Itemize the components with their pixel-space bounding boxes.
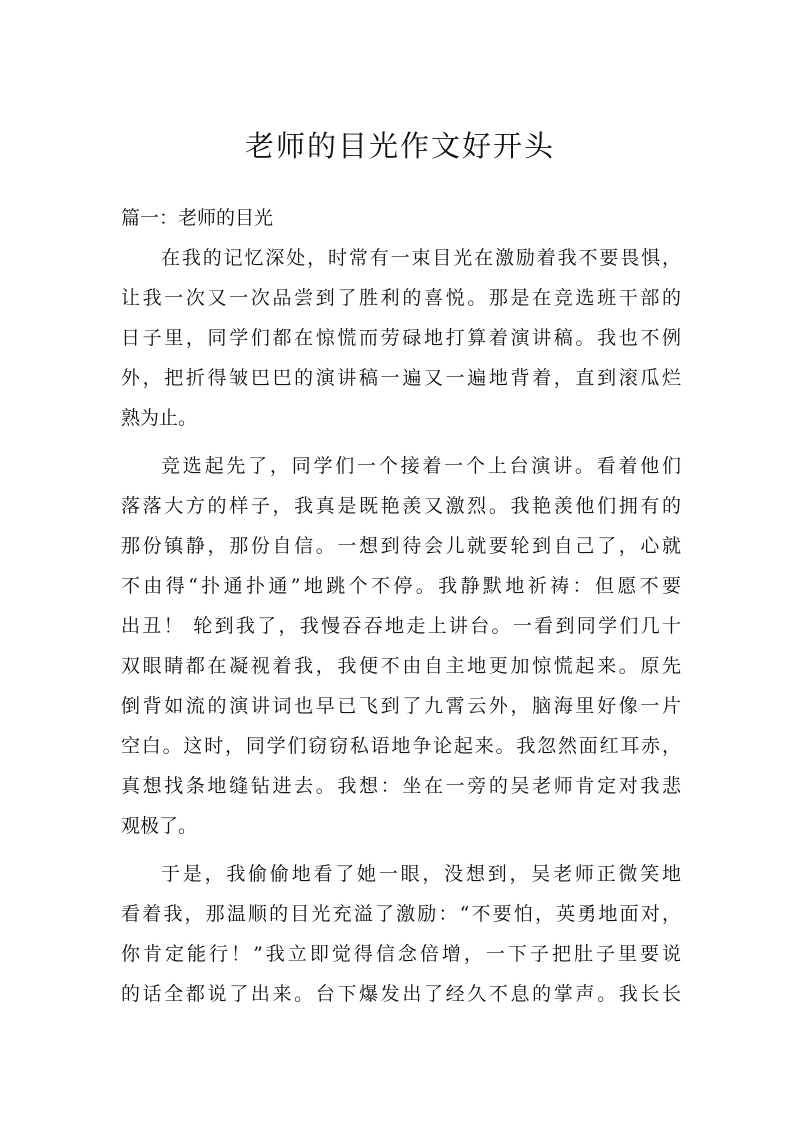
paragraph-line: 看着我，那温顺的目光充溢了激励：“不要怕，英勇地面对， xyxy=(121,903,681,925)
paragraph-2 xyxy=(121,446,681,846)
paragraph-line: 观极了。 xyxy=(121,815,198,837)
paragraph-line: 在我的记忆深处，时常有一束目光在激励着我不要畏惧， xyxy=(161,247,681,269)
paragraph-3 xyxy=(121,854,681,1014)
paragraph-line: 熟为止。 xyxy=(121,407,198,429)
paragraph-line: 你肯定能行！”我立即觉得信念倍增，一下子把肚子里要说 xyxy=(121,943,681,965)
paragraph-line: 的话全都说了出来。台下爆发出了经久不息的掌声。我长长 xyxy=(121,983,681,1005)
paragraph-line: 日子里，同学们都在惊慌而劳碌地打算着演讲稿。我也不例 xyxy=(121,327,681,349)
paragraph-line: 真想找条地缝钻进去。我想：坐在一旁的吴老师肯定对我悲 xyxy=(121,775,681,797)
paragraph-line: 空白。这时，同学们窃窃私语地争论起来。我忽然面红耳赤， xyxy=(121,735,681,757)
document-body xyxy=(121,198,681,1014)
paragraph-line: 那份镇静，那份自信。一想到待会儿就要轮到自己了，心就 xyxy=(121,535,681,557)
paragraph-line: 外，把折得皱巴巴的演讲稿一遍又一遍地背着，直到滚瓜烂 xyxy=(121,367,681,389)
paragraph-line: 让我一次又一次品尝到了胜利的喜悦。那是在竞选班干部的 xyxy=(121,287,681,309)
paragraph-line: 不由得“扑通扑通”地跳个不停。我静默地祈祷：但愿不要 xyxy=(121,575,681,597)
paragraph-1 xyxy=(121,238,681,438)
section-heading: 篇一：老师的目光 xyxy=(121,207,274,229)
paragraph-line: 于是，我偷偷地看了她一眼，没想到，吴老师正微笑地 xyxy=(161,863,681,885)
paragraph-line: 双眼睛都在凝视着我，我便不由自主地更加惊慌起来。原先 xyxy=(121,655,681,677)
document-title: 老师的目光作文好开头 xyxy=(244,129,555,163)
paragraph-line: 倒背如流的演讲词也早已飞到了九霄云外，脑海里好像一片 xyxy=(121,695,681,717)
paragraph-line: 落落大方的样子，我真是既艳羡又激烈。我艳羡他们拥有的 xyxy=(121,495,681,517)
paragraph-line: 出丑！ 轮到我了，我慢吞吞地走上讲台。一看到同学们几十 xyxy=(121,615,681,637)
paragraph-line: 竞选起先了，同学们一个接着一个上台演讲。看着他们 xyxy=(161,455,681,477)
